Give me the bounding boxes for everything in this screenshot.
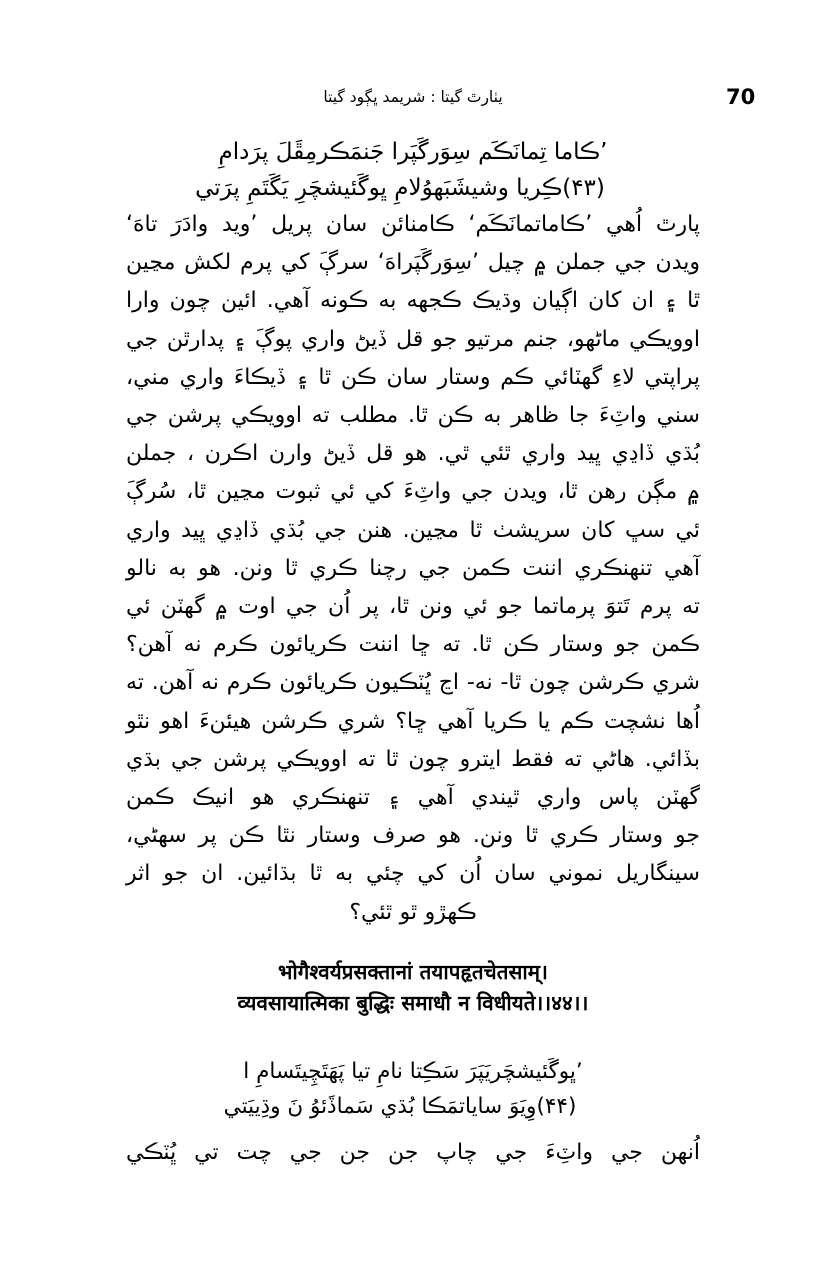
prose-line: بُڌي ڏاڍي ڀيد واري ٿئي ٿي. هو قل ڏيڻ وارن اڪرن ، جملن [126,441,700,467]
shloka-line-2: व्यवसायात्मिका बुद्धिः समाधौ न विधीयते।।४४।। [237,991,589,1015]
verse-44-number: (۴۴) [536,1094,577,1119]
prose-line: اُنهن جي واٽِءَ جي چاپ جن جن جي چت تي ڀُٽڪي [126,1140,700,1165]
prose-line: پارٿ اُهي ’ڪاماتمانَڪَم‘ ڪامنائن سان پريل ’ويد وادَرَ تاهَ‘ [126,212,700,237]
prose-line: شري ڪرشن چون ٿا- نه- اڃ ڀُٽڪيون ڪريائون ڪرم نه آهن. ته [126,670,700,696]
verse-43-block [40,134,786,206]
commentary-paragraph-2 [126,1134,700,1172]
shloka-line-1: भोगैश्वर्यप्रसक्तानां तयापहृतचेतसाम्। [277,960,549,984]
verse-44-line-2 [40,1089,786,1124]
prose-line: بڏائي. هاڻي ته فقط ايترو چون ٿا ته اوويڪي پرشن جي بڌي [126,746,700,772]
running-header [0,82,826,112]
verse-43-line-2-text: ڪِريا وشيشَبَهوُلامِ ڀوگَئيشچَرِ يَگَتَمِ پرَتي [195,175,563,201]
verse-43-number: (۴۳) [562,175,605,201]
prose-line: ٿا ۽ ان کان اڳيان وڌيڪ ڪجهه به ڪونه آهي. ائين چون وارا [126,288,700,314]
prose-line: اوويڪي ماڻهو، جنم مرتيو جو قل ڏيڻ واري پوڳَ ۽ پدارٿن جي [126,326,700,352]
prose-line: پراپتي لاءِ گهٽائي ڪم وستار سان ڪن ٿا ۽ ڏيڪاءَ واري مني، [126,364,700,390]
prose-line: سني واٽِءَ جا ظاهر به ڪن ٿا. مطلب ته اوويڪي پرشن جي [126,403,700,429]
prose-line: ڪهڙو ٿو ٿئي؟ [349,899,477,925]
prose-line: سينگاريل نموني سان اُن کي چئي به ٿا بڌائين. ان جو اثر [126,861,700,887]
verse-44-block [40,1054,786,1124]
verse-43-line-1: ’ڪاما تِمانَڪَم سِوَرگَپَرا جَنمَڪرمِڦَلَ پرَدامِ [218,139,608,165]
prose-line: ئي سڀ کان سريشٺ ٿا مڃين. هنن جي بُڌي ڏاڍي ڀيد واري [126,517,700,543]
prose-line: گهٽن پاس واري ٿيندي آهي ۽ تنهنڪري هو انيڪ ڪمن [126,785,700,811]
verse-43-line-2 [40,170,786,206]
sanskrit-shloka-44 [0,957,826,1019]
verse-44-line-1: ’ڀوگَئيشچَريَپَرَ سَڪِتا نامِ تيا پَهَتَچِيتَسامِ ا [243,1059,583,1084]
page-number: 70 [726,85,756,109]
prose-line: ۾ مڳن رهن ٿا، ويدن جي واٽِءَ کي ئي ثبوت مڃين ٿا، سُرڳَ [126,479,700,505]
verse-44-line-2-text: وِيَوَ ساياتمَڪا بُڌي سَماڏَئوُ نَ وڌِييَتي [223,1094,537,1119]
prose-line: ته پرم تَتوَ پرماتما جو ئي ونن ٿا، پر اُن جي اوت ۾ گهٽن ئي [126,594,700,620]
commentary-paragraph-1 [126,206,700,932]
prose-line: ڪمن جو وستار ڪن ٿا. ته ڇا اننت ڪريائون ڪرم نه آهن؟ [126,632,700,658]
prose-line: ويدن جي جملن ۾ چيل ’سِوَرگَپَراهَ‘ سرڳَ کي پرم لکش مڃين [126,250,700,276]
prose-line: اُها نشچت ڪم يا ڪريا آهي ڇا؟ شري ڪرشن هيئنءَ اهو نٿو [126,708,700,734]
prose-line: جو وستار ڪري ٿا ونن. هو صرف وستار نٿا ڪن پر سهڻي، [126,823,700,849]
prose-line: آهي تنهنڪري اننت ڪمن جي رچنا ڪري ٿا ونن. هو به نالو [126,555,700,581]
header-title: يٺارٿ گيتا : شريمد ڀڳود گيتا [323,88,503,106]
